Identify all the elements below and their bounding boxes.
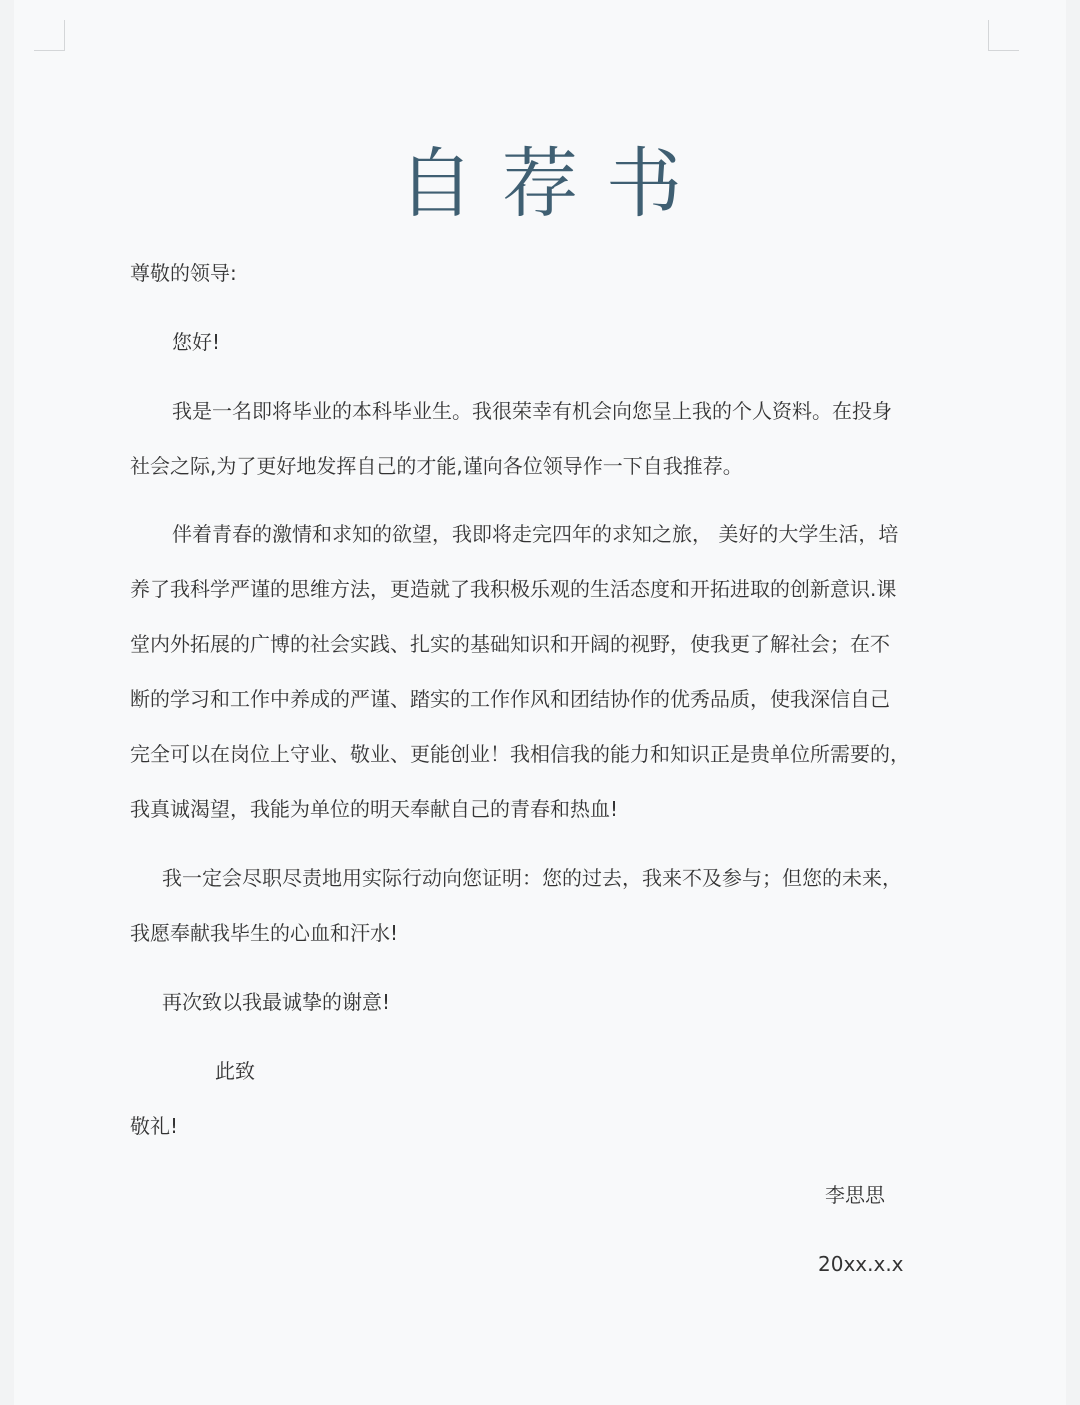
salutation: 尊敬的领导: bbox=[130, 261, 237, 285]
paragraph-2-line: 堂内外拓展的广博的社会实践、扎实的基础知识和开阔的视野，使我更了解社会；在不 bbox=[130, 632, 890, 656]
signature-name: 李思思 bbox=[825, 1183, 885, 1207]
document-title: 自荐书 bbox=[398, 139, 710, 228]
paragraph-2-line: 我真诚渴望，我能为单位的明天奉献自己的青春和热血! bbox=[130, 797, 619, 821]
paragraph-1-line: 社会之际,为了更好地发挥自己的才能,谨向各位领导作一下自我推荐。 bbox=[130, 454, 743, 478]
paragraph-2-line: 完全可以在岗位上守业、敬业、更能创业！我相信我的能力和知识正是贵单位所需要的， bbox=[130, 742, 910, 766]
signature-date: 20xx.x.x bbox=[818, 1252, 904, 1276]
paragraph-2-line: 断的学习和工作中养成的严谨、踏实的工作作风和团结协作的优秀品质，使我深信自己 bbox=[130, 687, 890, 711]
page-corner-mark-top-left bbox=[34, 20, 65, 51]
page-corner-mark-top-right bbox=[988, 20, 1019, 51]
paragraph-1-line: 我是一名即将毕业的本科毕业生。我很荣幸有机会向您呈上我的个人资料。在投身 bbox=[172, 399, 892, 423]
paragraph-2-line: 伴着青春的激情和求知的欲望，我即将走完四年的求知之旅， 美好的大学生活，培 bbox=[172, 522, 899, 546]
closing-line-1: 此致 bbox=[215, 1059, 255, 1083]
closing-line-2: 敬礼! bbox=[130, 1114, 179, 1138]
paragraph-3-line: 我一定会尽职尽责地用实际行动向您证明：您的过去，我来不及参与；但您的未来， bbox=[162, 866, 902, 890]
thanks-line: 再次致以我最诚挚的谢意! bbox=[162, 990, 391, 1014]
paragraph-3-line: 我愿奉献我毕生的心血和汗水! bbox=[130, 921, 399, 945]
greeting: 您好! bbox=[172, 330, 221, 354]
paragraph-2-line: 养了我科学严谨的思维方法，更造就了我积极乐观的生活态度和开拓进取的创新意识.课 bbox=[130, 577, 897, 601]
